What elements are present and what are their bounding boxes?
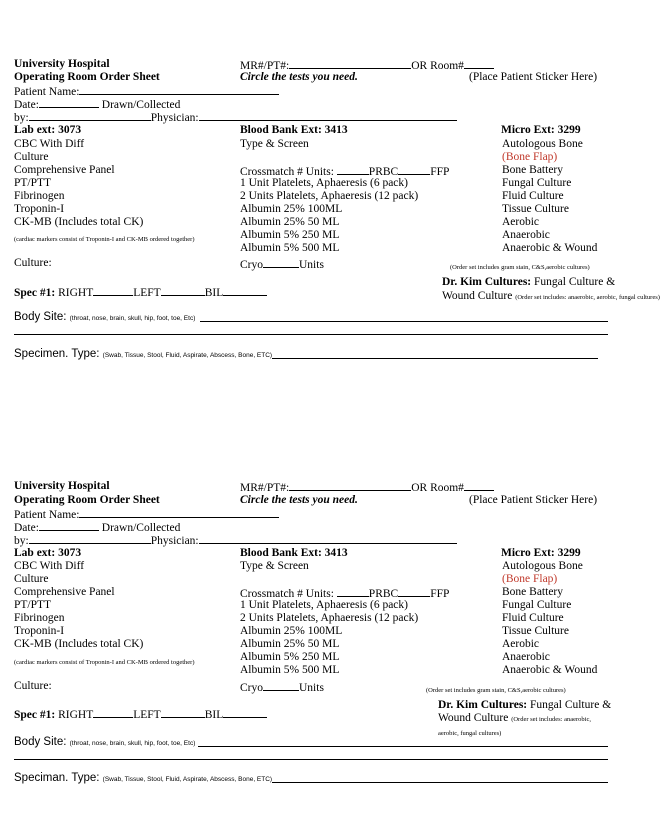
cryo-units-field[interactable] (263, 257, 299, 268)
blood-item[interactable]: 1 Unit Platelets, Aphaeresis (6 pack) (240, 599, 408, 611)
lab-item[interactable]: Troponin-I (14, 203, 65, 215)
body-site-label: Body Site: (14, 311, 67, 323)
blood-item[interactable]: Albumin 25% 100ML (240, 203, 343, 215)
specimen-type-label: Speciman. Type: (14, 772, 100, 784)
micro-header: Micro Ext: 3299 (501, 547, 581, 559)
date-field[interactable] (39, 520, 99, 531)
patient-name-label: Patient Name: (14, 86, 80, 98)
kim-note: (Order set includes: anaerobic, aerobic, fungal cultures) (515, 294, 660, 301)
kim-wound-text: Wound Culture (438, 712, 509, 724)
specimen-line[interactable] (272, 358, 598, 359)
micro-header: Micro Ext: 3299 (501, 124, 581, 136)
units-label: Units (299, 259, 324, 271)
specimen-type-label: Specimen. Type: (14, 348, 100, 360)
circle-instruction: Circle the tests you need. (240, 71, 358, 83)
micro-item[interactable]: Aerobic (502, 216, 540, 228)
blood-item[interactable]: Albumin 5% 500 ML (240, 242, 340, 254)
micro-item[interactable]: Fluid Culture (502, 612, 564, 624)
spec-label: Spec #1: (14, 709, 56, 721)
micro-item[interactable]: Tissue Culture (502, 203, 569, 215)
by-field[interactable] (29, 533, 151, 544)
crossmatch-label: Crossmatch # Units: (240, 588, 334, 600)
lab-item[interactable]: Troponin-I (14, 625, 65, 637)
prbc-label: PRBC (368, 166, 399, 178)
prbc-field[interactable] (398, 164, 430, 175)
kim-cultures-text: Fungal Culture & (530, 699, 612, 711)
mr-label: MR#/PT#: (240, 482, 290, 494)
prbc-label: PRBC (368, 588, 399, 600)
spec-label: Spec #1: (14, 287, 56, 299)
crossmatch-units-field[interactable] (337, 586, 369, 597)
lab-item[interactable]: Culture (14, 151, 49, 163)
form-title: Operating Room Order Sheet (14, 494, 160, 506)
blood-item[interactable]: Albumin 5% 500 ML (240, 664, 340, 676)
specimen-line[interactable] (272, 782, 608, 783)
blood-item[interactable]: Albumin 25% 100ML (240, 625, 343, 637)
by-field[interactable] (29, 110, 151, 121)
order-set-note: (Order set includes gram stain, C&S,aerobic cultures) (450, 264, 590, 271)
kim-note: (Order set includes: anaerobic, aerobic, fungal cultures) (438, 716, 591, 737)
right-label[interactable]: RIGHT (58, 709, 94, 721)
lab-item[interactable]: PT/PTT (14, 599, 52, 611)
body-site-note: (throat, nose, brain, skull, hip, foot, toe, Etc) (69, 740, 196, 747)
micro-item[interactable]: Autologous Bone (502, 560, 583, 572)
patient-name-field[interactable] (79, 84, 279, 95)
left-label[interactable]: LEFT (133, 287, 161, 299)
cryo-units-field[interactable] (263, 680, 299, 691)
micro-item[interactable]: Anaerobic & Wound (502, 242, 598, 254)
blood-item[interactable]: Albumin 5% 250 ML (240, 229, 340, 241)
bil-field[interactable] (223, 707, 267, 718)
left-label[interactable]: LEFT (133, 709, 161, 721)
date-label: Date: (14, 522, 39, 534)
left-field[interactable] (161, 707, 205, 718)
mr-label: MR#/PT#: (240, 60, 290, 72)
micro-item[interactable]: Aerobic (502, 638, 540, 650)
right-field[interactable] (93, 285, 133, 296)
cryo-row[interactable] (240, 680, 324, 695)
kim-cultures-text: Fungal Culture & (534, 276, 616, 288)
sticker-note: (Place Patient Sticker Here) (469, 71, 598, 83)
lab-item[interactable]: Comprehensive Panel (14, 164, 115, 176)
hospital-name: University Hospital (14, 58, 110, 70)
mr-field[interactable] (289, 58, 411, 69)
micro-item[interactable]: Fungal Culture (502, 599, 572, 611)
left-field[interactable] (161, 285, 205, 296)
mr-field[interactable] (289, 480, 411, 491)
patient-name-field[interactable] (79, 507, 279, 518)
date-label: Date: (14, 99, 39, 111)
patient-name-label: Patient Name: (14, 509, 80, 521)
lab-item[interactable]: Fibrinogen (14, 612, 65, 624)
lab-header: Lab ext: 3073 (14, 124, 82, 136)
kim-wound-text: Wound Culture (442, 290, 513, 302)
crossmatch-units-field[interactable] (337, 164, 369, 175)
cryo-label: Cryo (240, 682, 263, 694)
drawn-collected-label: Drawn/Collected (101, 522, 181, 534)
or-room-field[interactable] (464, 480, 494, 491)
blood-item[interactable]: 2 Units Platelets, Aphaeresis (12 pack) (240, 612, 419, 624)
kim-cultures-label: Dr. Kim Cultures: (438, 699, 528, 711)
or-room-label: OR Room# (411, 482, 464, 494)
sticker-note: (Place Patient Sticker Here) (469, 494, 598, 506)
date-field[interactable] (39, 97, 99, 108)
right-label[interactable]: RIGHT (58, 287, 94, 299)
cryo-label: Cryo (240, 259, 263, 271)
body-site-line-2[interactable] (14, 759, 608, 760)
blood-item[interactable]: Type & Screen (240, 138, 309, 150)
blood-item[interactable]: 2 Units Platelets, Aphaeresis (12 pack) (240, 190, 419, 202)
blood-bank-header: Blood Bank Ext: 3413 (240, 547, 348, 559)
micro-item[interactable]: Fluid Culture (502, 190, 564, 202)
blood-item[interactable]: Albumin 25% 50 ML (240, 638, 340, 650)
order-set-note: (Order set includes gram stain, C&S,aerobic cultures) (426, 687, 566, 694)
physician-label: Physician: (150, 535, 199, 547)
specimen-note: (Swab, Tissue, Stool, Fluid, Aspirate, Abscess, Bone, ETC) (102, 352, 273, 359)
cryo-row[interactable] (240, 257, 324, 272)
kim-cultures-label: Dr. Kim Cultures: (442, 276, 532, 288)
lab-item[interactable]: CBC With Diff (14, 560, 85, 572)
physician-label: Physician: (150, 112, 199, 124)
specimen-note: (Swab, Tissue, Stool, Fluid, Aspirate, Abscess, Bone, ETC) (102, 776, 273, 783)
prbc-field[interactable] (398, 586, 430, 597)
blood-item[interactable]: Type & Screen (240, 560, 309, 572)
lab-header: Lab ext: 3073 (14, 547, 82, 559)
bone-flap-note: (Bone Flap) (502, 573, 558, 585)
bone-flap-note: (Bone Flap) (502, 151, 558, 163)
cardiac-note: (cardiac markers consist of Troponin-I and CK-MB ordered together) (14, 236, 195, 243)
body-site-line-2[interactable] (14, 334, 608, 335)
lab-item[interactable]: CK-MB (Includes total CK) (14, 216, 144, 228)
lab-item[interactable]: Comprehensive Panel (14, 586, 115, 598)
micro-item[interactable]: Anaerobic (502, 229, 550, 241)
drawn-collected-label: Drawn/Collected (101, 99, 181, 111)
blood-item[interactable]: Albumin 5% 250 ML (240, 651, 340, 663)
by-label: by: (14, 112, 29, 124)
bil-label[interactable]: BIL (204, 709, 224, 721)
hospital-name: University Hospital (14, 480, 110, 492)
body-site-label: Body Site: (14, 736, 67, 748)
physician-field[interactable] (199, 533, 457, 544)
lab-item[interactable]: CBC With Diff (14, 138, 85, 150)
micro-item[interactable]: Fungal Culture (502, 177, 572, 189)
micro-item[interactable]: Anaerobic (502, 651, 550, 663)
ffp-label: FFP (430, 166, 450, 178)
or-room-label: OR Room# (411, 60, 464, 72)
blood-item[interactable]: 1 Unit Platelets, Aphaeresis (6 pack) (240, 177, 408, 189)
lab-item[interactable]: Culture (14, 573, 49, 585)
culture-label: Culture: (14, 257, 52, 269)
micro-item[interactable]: Bone Battery (502, 586, 563, 598)
body-site-line[interactable] (198, 746, 608, 747)
cardiac-note: (cardiac markers consist of Troponin-I and CK-MB ordered together) (14, 659, 195, 666)
form-title: Operating Room Order Sheet (14, 71, 160, 83)
micro-item[interactable]: Anaerobic & Wound (502, 664, 598, 676)
lab-item[interactable]: CK-MB (Includes total CK) (14, 638, 144, 650)
lab-item[interactable]: PT/PTT (14, 177, 52, 189)
body-site-note: (throat, nose, brain, skull, hip, foot, toe, Etc) (69, 315, 196, 322)
micro-item[interactable]: Tissue Culture (502, 625, 569, 637)
micro-item[interactable]: Bone Battery (502, 164, 563, 176)
or-room-field[interactable] (464, 58, 494, 69)
bil-field[interactable] (223, 285, 267, 296)
physician-field[interactable] (199, 110, 457, 121)
culture-label: Culture: (14, 680, 52, 692)
micro-item[interactable]: Autologous Bone (502, 138, 583, 150)
ffp-label: FFP (430, 588, 450, 600)
by-label: by: (14, 535, 29, 547)
units-label: Units (299, 682, 324, 694)
crossmatch-label: Crossmatch # Units: (240, 166, 334, 178)
circle-instruction: Circle the tests you need. (240, 494, 358, 506)
right-field[interactable] (93, 707, 133, 718)
blood-bank-header: Blood Bank Ext: 3413 (240, 124, 348, 136)
blood-item[interactable]: Albumin 25% 50 ML (240, 216, 340, 228)
bil-label[interactable]: BIL (204, 287, 224, 299)
body-site-line[interactable] (200, 321, 608, 322)
lab-item[interactable]: Fibrinogen (14, 190, 65, 202)
